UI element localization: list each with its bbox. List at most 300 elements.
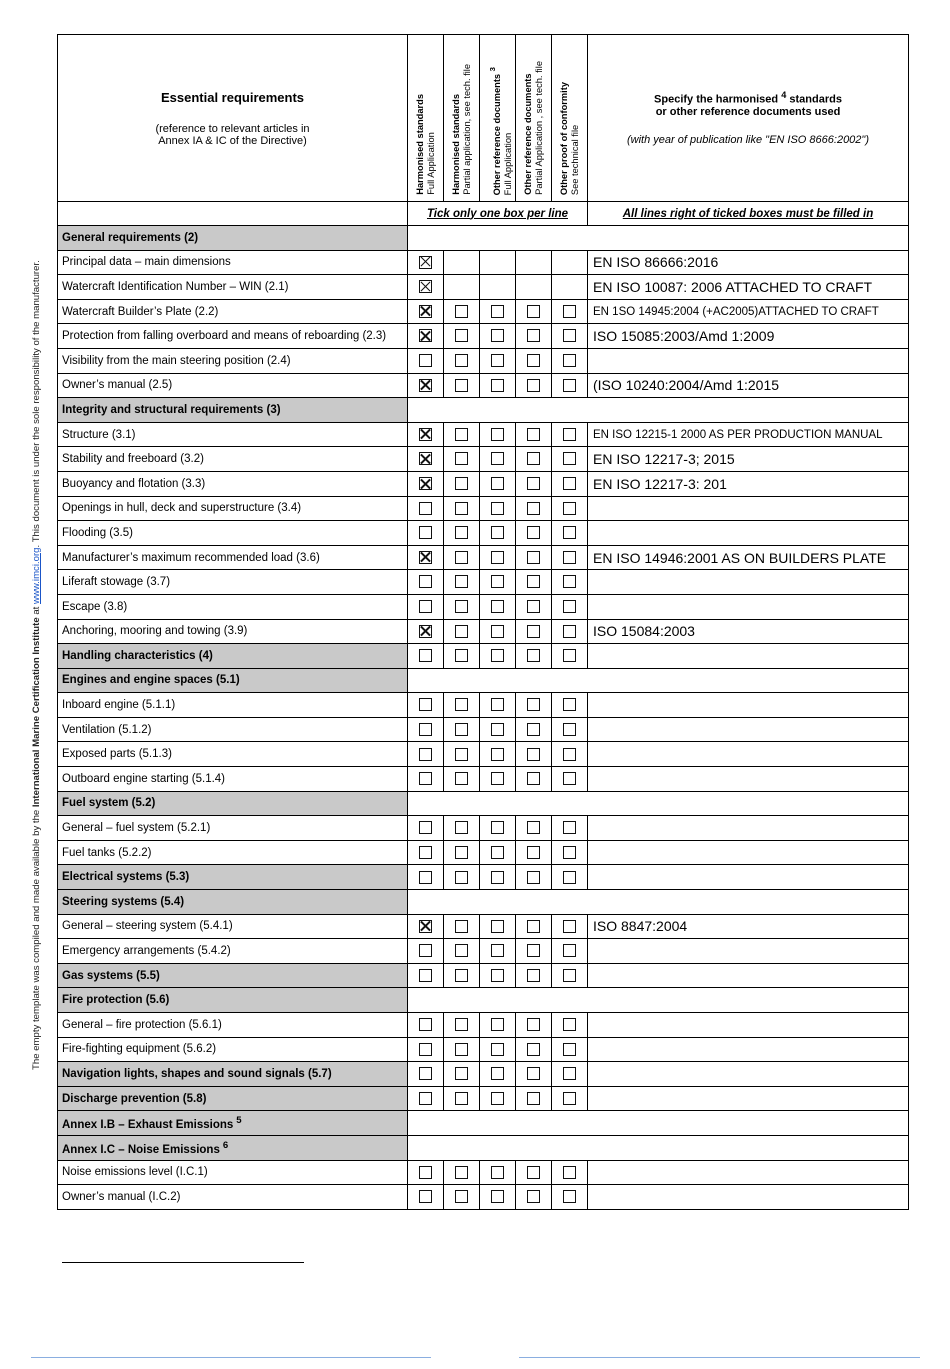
section-label (58, 988, 408, 1013)
checkbox-cell (552, 373, 588, 398)
requirement-row (58, 594, 909, 619)
reference-document-field[interactable] (588, 1013, 909, 1038)
checkbox-cell (516, 496, 552, 521)
checkbox[interactable] (419, 354, 432, 367)
header-reference-documents (588, 35, 909, 202)
checkbox[interactable] (527, 1067, 540, 1080)
reference-document-field[interactable] (588, 742, 909, 767)
reference-document-field[interactable]: EN ISO 12215-1 2000 AS PER PRODUCTION MANUAL (588, 422, 909, 447)
header-col-harmonised-full (408, 35, 444, 202)
checkbox[interactable] (527, 551, 540, 564)
checkbox-cell (408, 496, 444, 521)
checkbox[interactable] (455, 698, 468, 711)
checkbox[interactable] (455, 551, 468, 564)
checkbox[interactable] (455, 329, 468, 342)
checkbox[interactable] (563, 526, 576, 539)
checkbox[interactable] (563, 452, 576, 465)
checkbox[interactable] (563, 329, 576, 342)
checkbox[interactable] (491, 969, 504, 982)
reference-document-field[interactable] (588, 570, 909, 595)
requirement-text: Outboard engine starting (5.1.4) (62, 772, 226, 785)
checkbox-cell (480, 693, 516, 718)
checkbox[interactable] (563, 969, 576, 982)
requirement-text: Escape (3.8) (62, 600, 128, 613)
checkbox[interactable] (563, 748, 576, 761)
reference-document-field[interactable] (588, 693, 909, 718)
checkbox[interactable] (563, 821, 576, 834)
checkbox[interactable] (527, 748, 540, 761)
checkbox[interactable] (455, 846, 468, 859)
checkbox[interactable] (563, 1166, 576, 1179)
checkbox[interactable] (563, 354, 576, 367)
checkbox-cell (516, 422, 552, 447)
requirement-text: Discharge prevention (5.8) (62, 1092, 207, 1105)
checkbox[interactable] (455, 944, 468, 957)
checkbox-cell (408, 275, 444, 300)
reference-document-field[interactable] (588, 939, 909, 964)
checkbox[interactable] (563, 379, 576, 392)
checkbox[interactable] (527, 428, 540, 441)
reference-document-field[interactable] (588, 1160, 909, 1185)
checkbox[interactable] (491, 305, 504, 318)
requirement-text: General – fire protection (5.6.1) (62, 1018, 222, 1031)
checkbox[interactable] (491, 871, 504, 884)
reference-document-field[interactable] (588, 767, 909, 792)
checkbox[interactable] (527, 354, 540, 367)
checkbox[interactable] (527, 1166, 540, 1179)
checkbox[interactable] (527, 625, 540, 638)
checkbox[interactable] (419, 871, 432, 884)
checkbox[interactable] (563, 600, 576, 613)
side-note-part2: at (31, 603, 42, 618)
checkbox[interactable] (491, 821, 504, 834)
checkbox-cell (552, 447, 588, 472)
checkbox[interactable] (491, 600, 504, 613)
checkbox[interactable] (419, 649, 432, 662)
reference-document-field[interactable]: EN ISO 12217-3: 201 (588, 471, 909, 496)
section-label (58, 668, 408, 693)
reference-document-field[interactable]: EN 1SO 14945:2004 (+AC2005)ATTACHED TO CRAFT (588, 299, 909, 324)
ref-header-1b: standards (789, 93, 842, 106)
col4-sub: Partial Application , see tech. file (533, 61, 544, 195)
requirement-text: Watercraft Identification Number – WIN (2.1) (62, 280, 289, 293)
checkbox[interactable] (455, 354, 468, 367)
checkbox[interactable] (527, 600, 540, 613)
header-col-other-proof (552, 35, 588, 202)
checkbox[interactable] (527, 920, 540, 933)
footer-line-right (519, 1357, 920, 1358)
checkbox[interactable] (455, 379, 468, 392)
requirement-text: Liferaft stowage (3.7) (62, 576, 171, 589)
checkbox[interactable] (527, 871, 540, 884)
requirement-row (58, 422, 909, 447)
checkbox[interactable] (419, 698, 432, 711)
requirement-label (58, 1013, 408, 1038)
checkbox[interactable] (491, 452, 504, 465)
requirement-label (58, 594, 408, 619)
checkbox[interactable] (527, 575, 540, 588)
checkbox-cell (552, 767, 588, 792)
checkbox[interactable] (491, 1067, 504, 1080)
checkbox[interactable] (563, 772, 576, 785)
checkbox[interactable] (455, 600, 468, 613)
section-row (58, 1111, 909, 1136)
checkbox[interactable] (563, 305, 576, 318)
checkbox[interactable] (527, 526, 540, 539)
requirement-label (58, 717, 408, 742)
checkbox-cell (552, 742, 588, 767)
checkbox[interactable] (563, 551, 576, 564)
checkbox-cell (444, 521, 480, 546)
checkbox[interactable] (527, 329, 540, 342)
checked-checkbox[interactable] (419, 305, 432, 318)
requirement-text: General – fuel system (5.2.1) (62, 822, 211, 835)
requirement-label (58, 767, 408, 792)
checkbox[interactable] (563, 428, 576, 441)
requirement-label (58, 521, 408, 546)
empty-span (408, 668, 909, 693)
instructions-row (58, 202, 909, 226)
requirement-text: Ventilation (5.1.2) (62, 723, 152, 736)
reference-document-field[interactable] (588, 594, 909, 619)
checkbox[interactable] (527, 452, 540, 465)
checkbox[interactable] (527, 969, 540, 982)
checkbox[interactable] (563, 625, 576, 638)
checked-checkbox[interactable] (419, 920, 432, 933)
requirement-text: Watercraft Builder’s Plate (2.2) (62, 305, 219, 318)
checkbox[interactable] (563, 871, 576, 884)
checkbox[interactable] (527, 1018, 540, 1031)
reference-document-field[interactable]: EN ISO 12217-3; 2015 (588, 447, 909, 472)
reference-document-field[interactable] (588, 963, 909, 988)
checkbox-cell (516, 570, 552, 595)
requirement-row (58, 693, 909, 718)
checkbox[interactable] (419, 600, 432, 613)
requirement-text: Electrical systems (5.3) (62, 871, 190, 884)
checkbox[interactable] (419, 1043, 432, 1056)
reference-document-field[interactable] (588, 1086, 909, 1111)
checkbox[interactable] (419, 723, 432, 736)
reference-document-field[interactable]: EN ISO 86666:2016 (588, 250, 909, 275)
checkbox[interactable] (563, 1092, 576, 1105)
checkbox[interactable] (527, 379, 540, 392)
checkbox[interactable] (455, 723, 468, 736)
reference-document-field[interactable] (588, 816, 909, 841)
reference-document-field[interactable]: ISO 8847:2004 (588, 914, 909, 939)
checkbox[interactable] (419, 526, 432, 539)
checkbox-cell (444, 742, 480, 767)
checkbox[interactable] (455, 1092, 468, 1105)
section-label (58, 865, 408, 890)
checkbox-cell (480, 914, 516, 939)
checkbox[interactable] (491, 698, 504, 711)
checkbox[interactable] (419, 1190, 432, 1203)
section-row (58, 865, 909, 890)
checkbox-cell (516, 840, 552, 865)
checkbox[interactable] (455, 526, 468, 539)
reference-document-field[interactable]: ISO 15085:2003/Amd 1:2009 (588, 324, 909, 349)
checkbox[interactable] (491, 649, 504, 662)
checked-checkbox[interactable] (419, 477, 432, 490)
checkbox[interactable] (455, 1190, 468, 1203)
checkbox-cell (480, 1013, 516, 1038)
checkbox[interactable] (455, 1018, 468, 1031)
checkbox[interactable] (419, 575, 432, 588)
checkbox[interactable] (491, 723, 504, 736)
checkbox[interactable] (563, 723, 576, 736)
checkbox[interactable] (491, 1092, 504, 1105)
checkbox-cell (444, 496, 480, 521)
reference-document-field[interactable] (588, 1062, 909, 1087)
checkbox-cell (408, 1062, 444, 1087)
checkbox-cell (516, 1062, 552, 1087)
checkbox-cell (516, 299, 552, 324)
requirement-row (58, 1185, 909, 1210)
ref-header-footnote: 4 (781, 90, 787, 101)
checkbox[interactable] (455, 821, 468, 834)
checkbox[interactable] (491, 379, 504, 392)
reference-document-field[interactable] (588, 521, 909, 546)
checkbox[interactable] (455, 969, 468, 982)
checkbox-cell (480, 373, 516, 398)
checkbox-cell (408, 594, 444, 619)
requirement-text: Handling characteristics (4) (62, 649, 213, 662)
checkbox[interactable] (419, 1092, 432, 1105)
header-col-other-full (480, 35, 516, 202)
checkbox[interactable] (455, 477, 468, 490)
checkbox-cell (444, 373, 480, 398)
checkbox[interactable] (527, 1043, 540, 1056)
reference-document-field[interactable] (588, 840, 909, 865)
checkbox-cell (444, 299, 480, 324)
checkbox[interactable] (491, 1166, 504, 1179)
checkbox-cell (552, 324, 588, 349)
checkbox[interactable] (491, 526, 504, 539)
checkbox[interactable] (491, 502, 504, 515)
checkbox[interactable] (527, 477, 540, 490)
checkbox-cell (516, 373, 552, 398)
checkbox[interactable] (455, 1043, 468, 1056)
reference-document-field[interactable] (588, 496, 909, 521)
checkbox[interactable] (419, 846, 432, 859)
checkbox[interactable] (455, 1067, 468, 1080)
checkbox-cell (516, 1185, 552, 1210)
requirement-label (58, 545, 408, 570)
checkbox[interactable] (527, 305, 540, 318)
checkbox[interactable] (491, 920, 504, 933)
requirement-label (58, 348, 408, 373)
checkbox-cell (516, 545, 552, 570)
col2-sub: Partial application, see tech. file (461, 64, 472, 195)
reference-document-field[interactable]: EN ISO 10087: 2006 ATTACHED TO CRAFT (588, 275, 909, 300)
header-col-other-partial (516, 35, 552, 202)
checkbox[interactable] (527, 846, 540, 859)
checked-checkbox[interactable] (419, 625, 432, 638)
checkbox[interactable] (491, 477, 504, 490)
checkbox[interactable] (527, 723, 540, 736)
checkbox[interactable] (527, 698, 540, 711)
requirement-label (58, 299, 408, 324)
checkbox[interactable] (419, 969, 432, 982)
checkbox[interactable] (527, 649, 540, 662)
checkbox-cell (516, 1013, 552, 1038)
requirement-row (58, 299, 909, 324)
checked-checkbox[interactable] (419, 452, 432, 465)
checkbox[interactable] (491, 551, 504, 564)
checkbox-cell (552, 1062, 588, 1087)
checkbox-cell (408, 471, 444, 496)
checkbox[interactable] (563, 502, 576, 515)
reference-document-field[interactable]: EN ISO 14946:2001 AS ON BUILDERS PLATE (588, 545, 909, 570)
checkbox-cell (480, 299, 516, 324)
checked-checkbox[interactable] (419, 280, 432, 293)
checkbox[interactable] (563, 1018, 576, 1031)
checkbox-cell (516, 348, 552, 373)
checked-checkbox[interactable] (419, 256, 432, 269)
checkbox[interactable] (455, 575, 468, 588)
checkbox[interactable] (455, 502, 468, 515)
checkbox[interactable] (563, 920, 576, 933)
checkbox-cell (516, 742, 552, 767)
checkbox[interactable] (491, 625, 504, 638)
checkbox[interactable] (563, 846, 576, 859)
requirement-text: Principal data – main dimensions (62, 256, 231, 269)
table-header-row (58, 35, 909, 202)
section-row (58, 791, 909, 816)
checkbox-cell (552, 521, 588, 546)
checkbox[interactable] (527, 944, 540, 957)
reference-document-field[interactable]: (ISO 10240:2004/Amd 1:2015 (588, 373, 909, 398)
checkbox[interactable] (491, 428, 504, 441)
checkbox[interactable] (419, 748, 432, 761)
checkbox[interactable] (419, 1067, 432, 1080)
requirement-row (58, 1013, 909, 1038)
checkbox-cell (552, 963, 588, 988)
checkbox[interactable] (455, 748, 468, 761)
checkbox-cell (480, 816, 516, 841)
checkbox[interactable] (563, 944, 576, 957)
checkbox[interactable] (491, 1018, 504, 1031)
requirement-label (58, 1185, 408, 1210)
checkbox[interactable] (563, 477, 576, 490)
checkbox-cell (516, 914, 552, 939)
checkbox-cell (516, 644, 552, 669)
checkbox-cell (444, 693, 480, 718)
reference-document-field[interactable] (588, 644, 909, 669)
checkbox[interactable] (455, 649, 468, 662)
checkbox[interactable] (491, 354, 504, 367)
checkbox-cell (552, 1013, 588, 1038)
reference-document-field[interactable] (588, 348, 909, 373)
checkbox[interactable] (527, 821, 540, 834)
checkbox[interactable] (455, 772, 468, 785)
checkbox-cell (408, 1037, 444, 1062)
requirement-row (58, 447, 909, 472)
requirement-label (58, 373, 408, 398)
checkbox[interactable] (455, 920, 468, 933)
requirement-row (58, 471, 909, 496)
checkbox[interactable] (491, 772, 504, 785)
checkbox[interactable] (455, 871, 468, 884)
checkbox[interactable] (563, 698, 576, 711)
checkbox-cell (480, 1086, 516, 1111)
requirement-row (58, 816, 909, 841)
checked-checkbox[interactable] (419, 379, 432, 392)
empty-span (408, 890, 909, 915)
reference-document-field[interactable] (588, 717, 909, 742)
checkbox[interactable] (455, 625, 468, 638)
checkbox[interactable] (563, 575, 576, 588)
checkbox-cell (552, 644, 588, 669)
checkbox[interactable] (419, 1018, 432, 1031)
checkbox-cell (480, 1185, 516, 1210)
requirement-label (58, 1160, 408, 1185)
checked-checkbox[interactable] (419, 329, 432, 342)
requirement-text: Visibility from the main steering position (2.4) (62, 354, 291, 367)
checkbox[interactable] (563, 1190, 576, 1203)
checkbox[interactable] (491, 846, 504, 859)
checkbox[interactable] (527, 1092, 540, 1105)
requirement-text: Annex I.B – Exhaust Emissions (62, 1119, 234, 1132)
checkbox[interactable] (419, 944, 432, 957)
checkbox[interactable] (491, 575, 504, 588)
requirement-row (58, 275, 909, 300)
checkbox[interactable] (491, 748, 504, 761)
checked-checkbox[interactable] (419, 428, 432, 441)
checkbox[interactable] (491, 1043, 504, 1056)
requirement-text: Owner’s manual (I.C.2) (62, 1190, 181, 1203)
checkbox[interactable] (419, 502, 432, 515)
checked-checkbox[interactable] (419, 551, 432, 564)
reference-document-field[interactable] (588, 1037, 909, 1062)
ref-header-3: (with year of publication like "EN ISO 8666:2002") (627, 133, 869, 146)
reference-document-field[interactable] (588, 865, 909, 890)
checkbox-cell (444, 1185, 480, 1210)
checkbox[interactable] (563, 1067, 576, 1080)
section-row (58, 668, 909, 693)
checkbox[interactable] (563, 649, 576, 662)
checkbox[interactable] (491, 944, 504, 957)
checkbox[interactable] (419, 772, 432, 785)
checkbox[interactable] (491, 329, 504, 342)
reference-document-field[interactable] (588, 1185, 909, 1210)
checkbox-cell (516, 250, 552, 275)
checkbox[interactable] (455, 452, 468, 465)
checkbox[interactable] (563, 1043, 576, 1056)
checkbox[interactable] (527, 502, 540, 515)
checkbox[interactable] (455, 1166, 468, 1179)
checkbox[interactable] (455, 305, 468, 318)
checkbox-cell (444, 348, 480, 373)
requirement-row (58, 250, 909, 275)
checkbox[interactable] (491, 1190, 504, 1203)
requirement-text: Fuel tanks (5.2.2) (62, 846, 152, 859)
checkbox-cell (516, 816, 552, 841)
imci-link[interactable]: www.imci.org (31, 547, 42, 604)
checkbox[interactable] (419, 1166, 432, 1179)
checkbox-cell (444, 1062, 480, 1087)
checkbox-cell (516, 693, 552, 718)
checkbox[interactable] (527, 1190, 540, 1203)
reference-document-field[interactable]: ISO 15084:2003 (588, 619, 909, 644)
checkbox[interactable] (419, 821, 432, 834)
checkbox-cell (408, 570, 444, 595)
instructions-blank (58, 202, 408, 226)
checkbox[interactable] (527, 772, 540, 785)
checkbox-cell (552, 816, 588, 841)
side-disclaimer (31, 170, 42, 1070)
checkbox[interactable] (455, 428, 468, 441)
